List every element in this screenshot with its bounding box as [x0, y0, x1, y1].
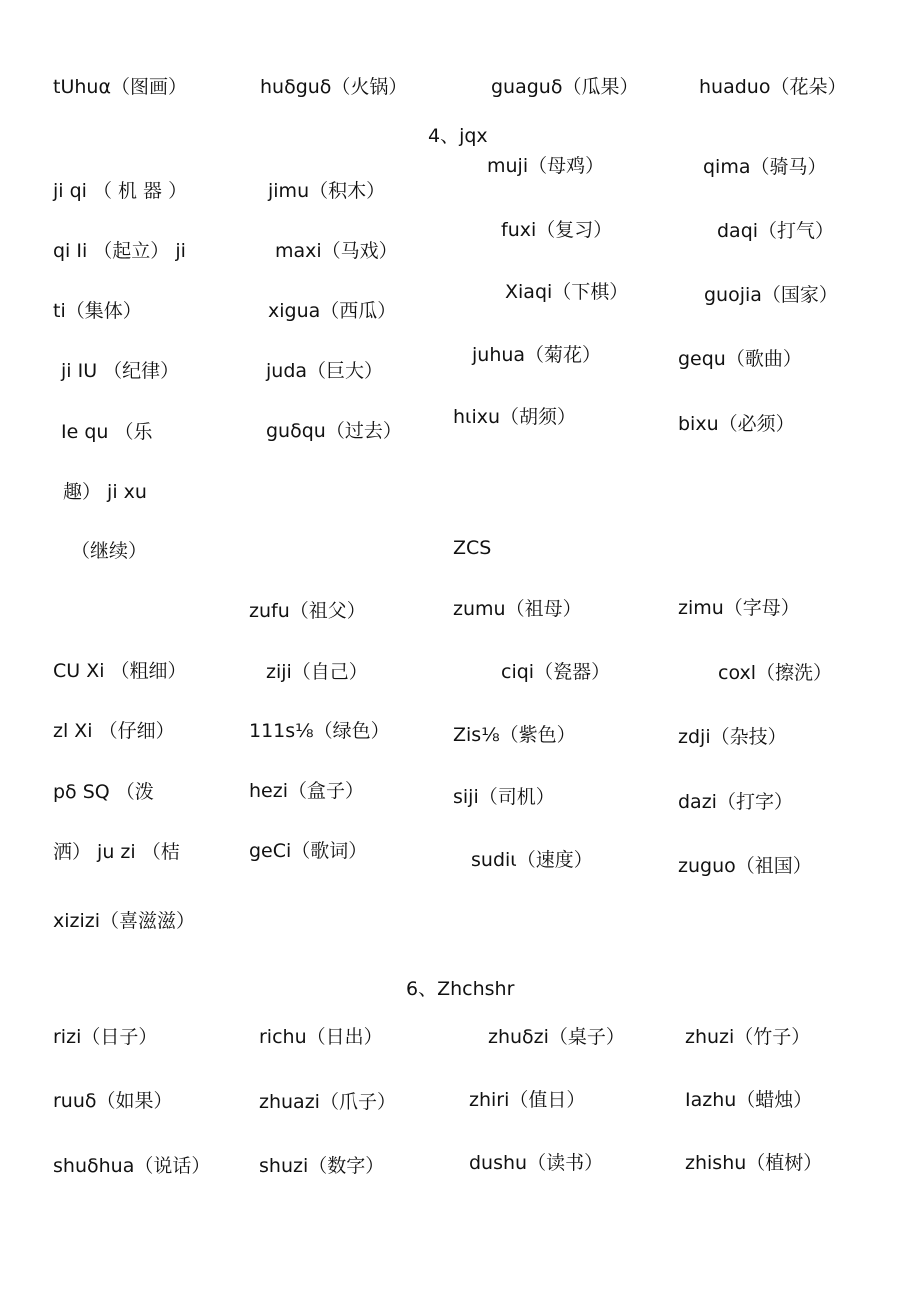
word-entry: zhishu（植树）: [685, 1152, 823, 1174]
word-entry: Ie qu （乐: [61, 421, 153, 443]
word-entry: fuxi（复习）: [501, 219, 613, 241]
word-entry: ti（集体）: [53, 300, 142, 322]
word-entry: hezi（盒子）: [249, 780, 364, 802]
word-entry: huδguδ（火锅）: [260, 76, 408, 98]
word-entry: geCi（歌词）: [249, 840, 368, 862]
word-entry: coxl（擦洗）: [718, 662, 833, 684]
word-entry: xizizi（喜滋滋）: [53, 910, 196, 932]
word-entry: xigua（西瓜）: [268, 300, 397, 322]
word-entry: shuzi（数字）: [259, 1155, 385, 1177]
word-entry: zhiri（值日）: [469, 1089, 586, 1111]
word-entry: dazi（打字）: [678, 791, 793, 813]
word-entry: shuδhua（说话）: [53, 1155, 211, 1177]
word-entry: zumu（祖母）: [453, 598, 582, 620]
word-entry: 洒） ju zi （桔: [53, 841, 180, 863]
word-entry: bixu（必须）: [678, 413, 795, 435]
word-entry: sudiι（速度）: [471, 849, 593, 871]
word-entry: zhuδzi（桌子）: [488, 1026, 625, 1048]
word-entry: ziji（自己）: [266, 661, 368, 683]
word-entry: zhuzi（竹子）: [685, 1026, 811, 1048]
word-entry: zhuazi（爪子）: [259, 1091, 396, 1113]
word-entry: maxi（马戏）: [275, 240, 398, 262]
section-heading: 4、jqx: [428, 125, 488, 147]
word-entry: daqi（打气）: [717, 220, 835, 242]
word-entry: zimu（字母）: [678, 597, 800, 619]
word-entry: gequ（歌曲）: [678, 348, 802, 370]
word-entry: ciqi（瓷器）: [501, 661, 611, 683]
word-entry: zuguo（祖国）: [678, 855, 812, 877]
word-entry: ji IU （纪律）: [61, 360, 180, 382]
word-entry: guojia（国家）: [704, 284, 838, 306]
word-entry: CU Xi （粗细）: [53, 660, 187, 682]
word-entry: 趣） ji xu: [63, 481, 147, 503]
word-entry: jimu（积木）: [268, 180, 386, 202]
word-entry: richu（日出）: [259, 1026, 383, 1048]
word-entry: Iazhu（蜡烛）: [685, 1089, 813, 1111]
word-entry: ruuδ（如果）: [53, 1090, 173, 1112]
word-entry: guaguδ（瓜果）: [491, 76, 639, 98]
word-entry: huaduo（花朵）: [699, 76, 847, 98]
word-entry: Zis⅛（紫色）: [453, 724, 576, 746]
word-entry: qima（骑马）: [703, 156, 827, 178]
word-entry: ji qi （ 机 器 ）: [53, 180, 188, 202]
word-entry: （继续）: [71, 540, 148, 562]
word-entry: zdji（杂技）: [678, 726, 787, 748]
word-entry: Xiaqi（下棋）: [505, 281, 629, 303]
word-entry: dushu（读书）: [469, 1152, 604, 1174]
word-entry: pδ SQ （泼: [53, 781, 154, 803]
word-entry: zufu（祖父）: [249, 600, 366, 622]
section-heading: 6、Zhchshr: [406, 978, 515, 1000]
word-entry: juhua（菊花）: [472, 344, 602, 366]
word-entry: muji（母鸡）: [487, 155, 605, 177]
word-entry: rizi（日子）: [53, 1026, 158, 1048]
word-entry: guδqu（过去）: [266, 420, 402, 442]
word-entry: 111s⅛（绿色）: [249, 720, 390, 742]
word-entry: juda（巨大）: [266, 360, 384, 382]
word-entry: siji（司机）: [453, 786, 555, 808]
word-entry: zl Xi （仔细）: [53, 720, 175, 742]
section-heading: ZCS: [453, 537, 492, 559]
word-entry: qi Ii （起立） ji: [53, 240, 186, 262]
word-entry: hιixu（胡须）: [453, 406, 577, 428]
word-entry: tUhuα（图画）: [53, 76, 187, 98]
